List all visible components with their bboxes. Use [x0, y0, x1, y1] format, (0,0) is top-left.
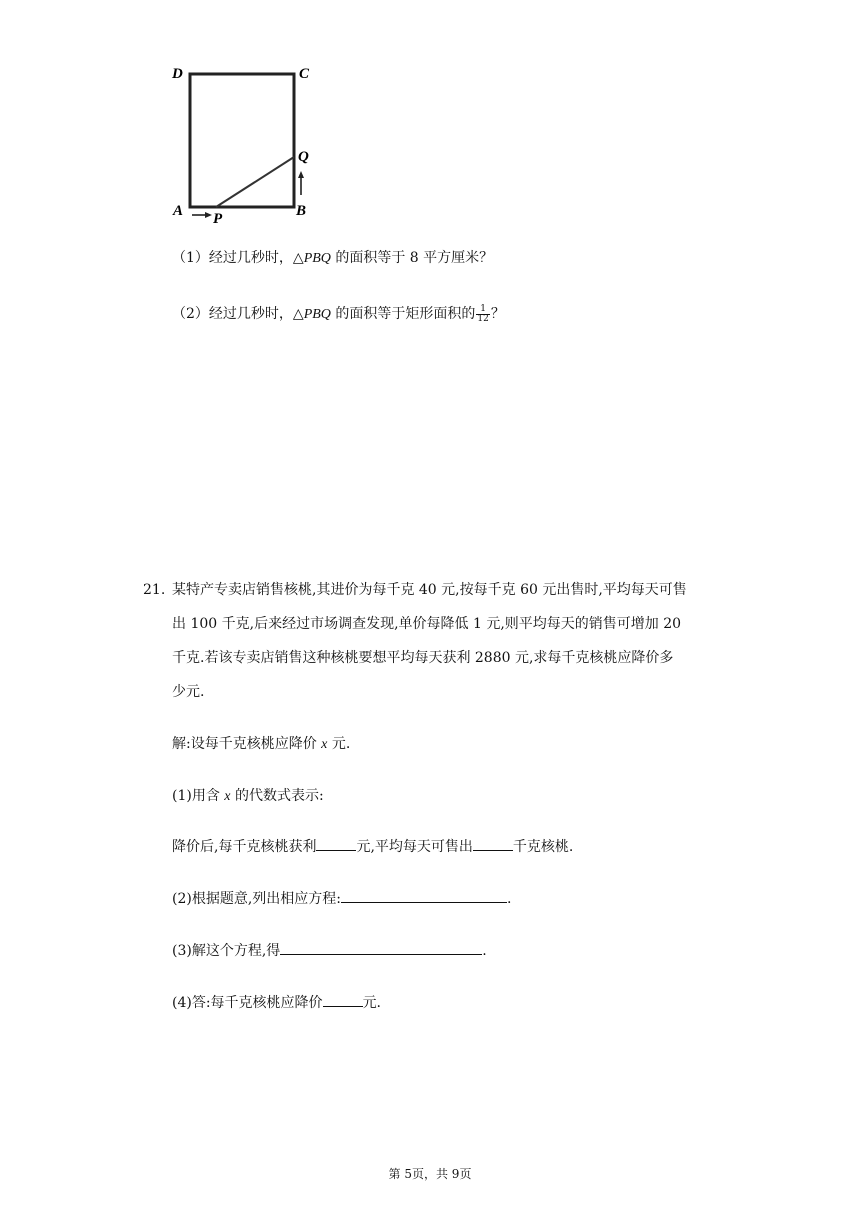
q20-part2-suffix: ？: [490, 306, 505, 322]
step3-end: .: [482, 943, 487, 959]
q21-step1-blanks: [172, 836, 573, 857]
q21-line3: 千克.若该专卖店销售这种核桃要想平均每天获利 2880 元,求每千克核桃应降价多: [172, 650, 674, 666]
blank-profit[interactable]: [316, 836, 356, 851]
arrow-ap-head: [205, 212, 212, 218]
label-a: A: [173, 203, 184, 219]
blank-answer[interactable]: [323, 992, 363, 1007]
fraction-denominator: 12: [477, 313, 489, 324]
step2-text: (2)根据题意,列出相应方程:: [172, 891, 341, 907]
label-b: B: [296, 203, 307, 219]
fraction-numerator: 1: [476, 305, 489, 315]
q21-line4: 少元.: [172, 684, 205, 700]
q21-step1: [172, 786, 324, 807]
q20-part2-mid: 的面积等于矩形面积的: [330, 306, 476, 322]
step1b-text-c: 千克核桃.: [512, 839, 574, 855]
step3-text: (3)解这个方程,得: [172, 943, 281, 959]
arrow-bq-head: [298, 171, 304, 178]
q20-part1-math: PBQ: [303, 251, 331, 266]
rectangle-figure: [168, 60, 328, 230]
q21-solution-intro: [172, 734, 350, 755]
q20-part1-suffix: 的面积等于 8 平方厘米？: [330, 250, 494, 266]
step1-suffix: 的代数式表示:: [230, 788, 324, 804]
step1b-text-b: 元,平均每天可售出: [356, 839, 473, 855]
step4-text: (4)答:每千克核桃应降价: [172, 995, 323, 1011]
blank-sales[interactable]: [473, 836, 513, 851]
sol-prefix: 解:设每千克核桃应降价: [172, 736, 322, 752]
q20-part2: [172, 304, 505, 325]
q21-number: 21.: [143, 582, 166, 598]
sol-var: x: [321, 737, 328, 752]
segment-pq: [216, 157, 294, 207]
blank-equation[interactable]: [341, 888, 507, 903]
fraction-1-12: [476, 305, 489, 324]
q21-step3: [172, 940, 487, 961]
q20-part1-prefix: （1）经过几秒时，△: [172, 250, 304, 266]
step4-end: 元.: [362, 995, 382, 1011]
page-footer: 第 5页，共 9页: [388, 1167, 472, 1181]
label-p: P: [213, 211, 223, 227]
q21-step4: [172, 992, 381, 1013]
step2-end: .: [507, 891, 512, 907]
blank-solution[interactable]: [280, 940, 482, 955]
sol-suffix: 元.: [327, 736, 351, 752]
q21-line1: 某特产专卖店销售核桃,其进价为每千克 40 元,按每千克 60 元出售时,平均每天可售: [172, 582, 687, 598]
label-c: C: [299, 66, 310, 82]
q20-part2-prefix: （2）经过几秒时，△: [172, 306, 304, 322]
step1-prefix: (1)用含: [172, 788, 225, 804]
q21-step2: [172, 888, 511, 909]
step1-var: x: [224, 789, 231, 804]
label-q: Q: [298, 149, 309, 165]
rectangle-abcd: [190, 74, 294, 207]
step1b-text-a: 降价后,每千克核桃获利: [172, 839, 317, 855]
q21-line2: 出 100 千克,后来经过市场调查发现,单价每降低 1 元,则平均每天的销售可增加 20: [172, 616, 682, 632]
q20-part1: [172, 248, 493, 269]
q20-part2-math: PBQ: [303, 307, 331, 322]
label-d: D: [172, 66, 183, 82]
